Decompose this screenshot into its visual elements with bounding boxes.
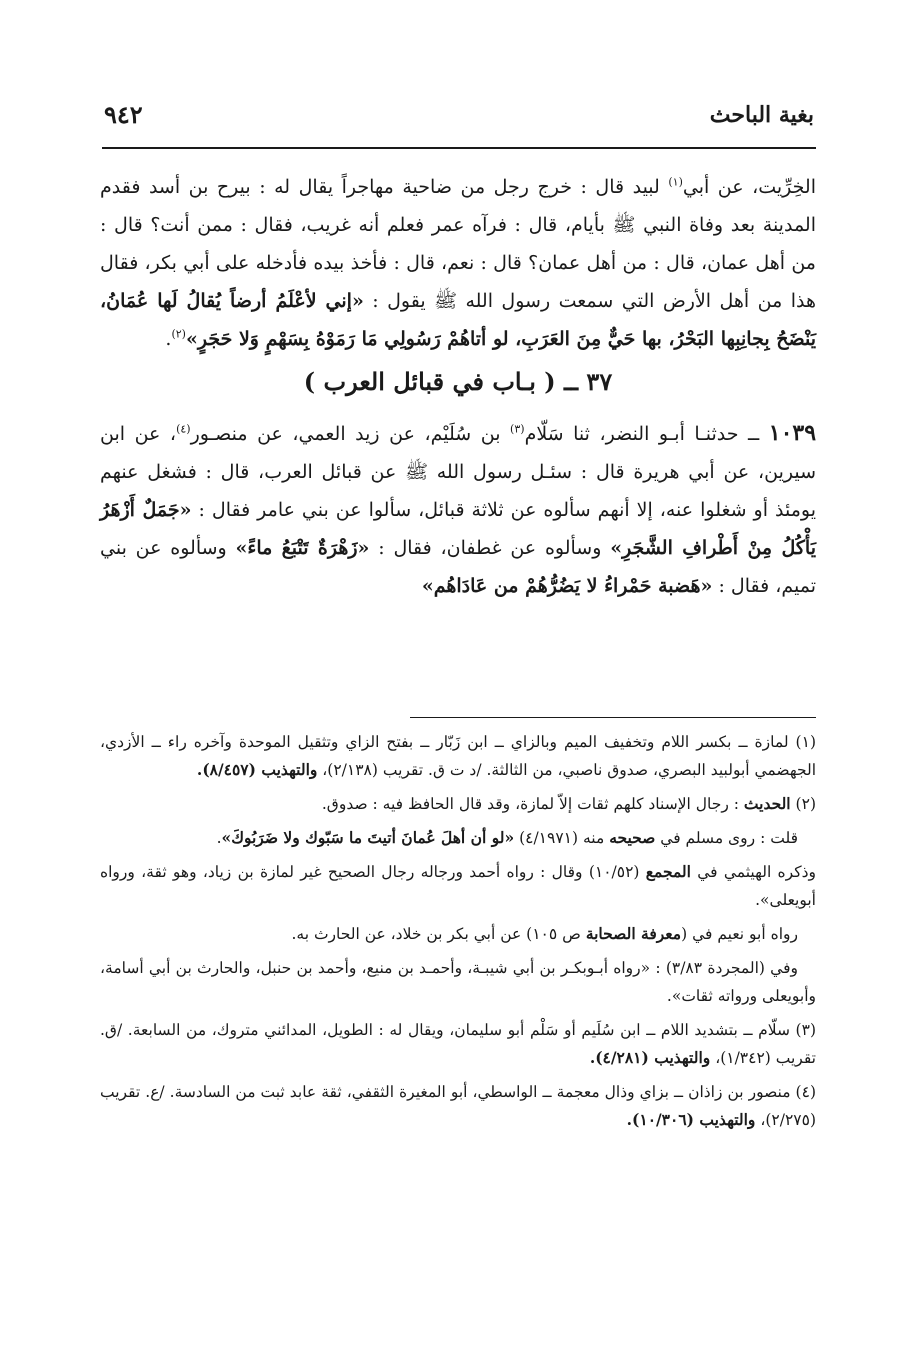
chapter-heading: ٣٧ ــ ( بـاب في قبائل العرب ) xyxy=(303,367,613,396)
text-segment: بن سُلَيْم، عن زيد العمي، عن منصـور xyxy=(190,423,511,445)
hadith-paragraph xyxy=(100,414,816,605)
footnote-1 xyxy=(100,728,816,784)
prophetic-quote: «جَمَلٌ أَزْهَرُ يَأْكُلُ مِنْ أَطْرافِ الشَّجَرِ» xyxy=(100,499,816,559)
text-segment: وسألوه عن غطفان، فقال : xyxy=(369,537,611,559)
text-segment: وسألوه عن بني تميم، فقال : xyxy=(100,537,816,597)
footnote-text: وذكره الهيثمي في xyxy=(690,863,816,881)
footnote-citation: والتهذيب (٨/٤٥٧). xyxy=(196,760,318,779)
footnote-quote: «لو أن أهلَ عُمانَ أتيتَ ما سَبّوك ولا ضَرَبُوكَ» xyxy=(221,828,515,847)
footnote-quote: «رواه أبـوبكـر بن أبي شيبـة، وأحمـد بن منيع، وأحمد بن حنبل، والحارث بن أبي أسامة، وأبويعلى ورواته ثقات» xyxy=(100,959,816,1005)
footnote-2 xyxy=(100,790,816,818)
footnote-text: وفي (المجردة ٣/٨٣) : xyxy=(650,959,798,977)
footnote-label: صحيحه xyxy=(609,828,656,847)
footnote-ref: (٣) xyxy=(510,422,525,436)
hadith-number: ١٠٣٩ xyxy=(768,420,817,446)
footnote-text: (٢) xyxy=(790,795,816,813)
footnote-text: منه (٤/١٩٧١) xyxy=(514,829,610,847)
footnote-divider xyxy=(410,717,816,718)
page-header xyxy=(104,100,814,140)
header-divider xyxy=(102,147,816,149)
footnote-citation: والتهذيب (٤/٢٨١). xyxy=(589,1048,711,1067)
footnote-citation: والتهذيب (١٠/٣٠٦). xyxy=(626,1110,756,1129)
footnotes xyxy=(100,728,816,1140)
footnote-text: قلت : روى مسلم في xyxy=(655,829,798,847)
footnote-text: ص ١٠٥) عن أبي بكر بن خلاد، عن الحارث به. xyxy=(291,925,586,943)
footnote-ref: (٢) xyxy=(171,327,186,341)
text-segment: ــ حدثنـا أبـو النضر، ثنا سَلّام xyxy=(524,423,769,445)
footnote-label: المجمع xyxy=(645,862,691,881)
footnote-text: . xyxy=(216,829,222,847)
footnote-2-note xyxy=(100,824,816,852)
paragraph-lamaza xyxy=(100,168,816,358)
prophetic-quote: «زَهْرَةٌ تَتْبَعُ ماءً» xyxy=(235,537,370,559)
footnote-text: (٣) سلّام ــ بتشديد اللام ــ ابن سُلَيم أو سَلْم أبو سليمان، ويقال له : الطويل، المدائني متروك، من السابعة. /ق. تقريب (١/٣٤٢)، xyxy=(100,1021,816,1067)
footnote-text: رواه أبو نعيم في ( xyxy=(681,925,798,943)
footnote-ref: (٤) xyxy=(176,422,191,436)
text-segment: . xyxy=(165,328,172,350)
prophetic-quote: «هَضبة حَمْراءُ لا يَضُرُّهُمْ من عَادَاهُم» xyxy=(421,575,713,597)
text-segment: ، عن ابن سيرين، عن أبي هريرة قال : سئـل رسول الله ﷺ عن قبائل العرب، قال : فشغل عنهم يومئذ أو شغلوا عنه، إلا أنهم سألوه عن ثلاثة قبائل، سألوا عن بني عامر فقال : xyxy=(100,423,816,521)
text-segment: الخِرِّيت، عن أبي xyxy=(682,176,816,198)
footnote-label: معرفة الصحابة xyxy=(585,924,682,943)
footnote-text: (١) لمازة ــ بكسر اللام وتخفيف الميم وبالزاي ــ ابن زَبّار ــ بفتح الزاي وتثقيل الموحدة وآخره راء ــ الأزدي، الجهضمي أبولبيد البصري، صدوق ناصبي، من الثالثة. /د ت ق. تقريب (٢/١٣٨)، xyxy=(100,733,816,779)
footnote-2-abunuaym xyxy=(100,920,816,948)
prophetic-quote: «إني لأعْلَمُ أرضاً يُقالُ لَها عُمَانُ، يَنْضَحُ بِجانِبِها البَحْرُ، بها حَيٌّ مِنَ العَرَبِ، لو أتاهُمْ رَسُولِي مَا رَمَوْهُ بِسَهْمٍ وَلا حَجَرٍ» xyxy=(100,290,816,350)
main-text xyxy=(100,168,816,605)
footnote-4 xyxy=(100,1078,816,1134)
footnote-text: : رجال الإسناد كلهم ثقات إلاّ لمازة، وقد قال الحافظ فيه : صدوق. xyxy=(321,795,744,813)
footnote-text: (٤) منصور بن زاذان ــ بزاي وذال معجمة ــ الواسطي، أبو المغيرة الثقفي، ثقة عابد ثبت من السادسة. /ع. تقريب (٢/٢٧٥)، xyxy=(100,1083,816,1129)
footnote-label: الحديث xyxy=(743,794,791,813)
footnote-3 xyxy=(100,1016,816,1072)
footnote-text: . xyxy=(666,987,672,1005)
text-segment: لبيد قال : خرج رجل من ضاحية مهاجراً يقال له : بيرح بن أسد فقدم المدينة بعد وفاة النبي ﷺ بأيام، قال : فرآه عمر فعلم أنه غريب، فقال : ممن أنت؟ قال : من أهل عمان، قال : من أهل عمان؟ قال : نعم، قال : فأخذ بيده فأدخله على أبي بكر، فقال هذا من أهل الأرض التي سمعت رسول الله ﷺ يقول : xyxy=(100,176,816,312)
running-title: بغية الباحث xyxy=(709,102,814,128)
page-number: ٩٤٢ xyxy=(104,100,143,129)
footnote-text: (١٠/٥٢) وقال : رواه أحمد ورجاله رجال الصحيح غير لمازة بن زياد، وهو ثقة، ورواه أبويعلى». xyxy=(100,863,816,909)
footnote-2-haythami xyxy=(100,858,816,914)
footnote-ref: (١) xyxy=(668,175,683,189)
footnote-2-mujarrada xyxy=(100,954,816,1010)
